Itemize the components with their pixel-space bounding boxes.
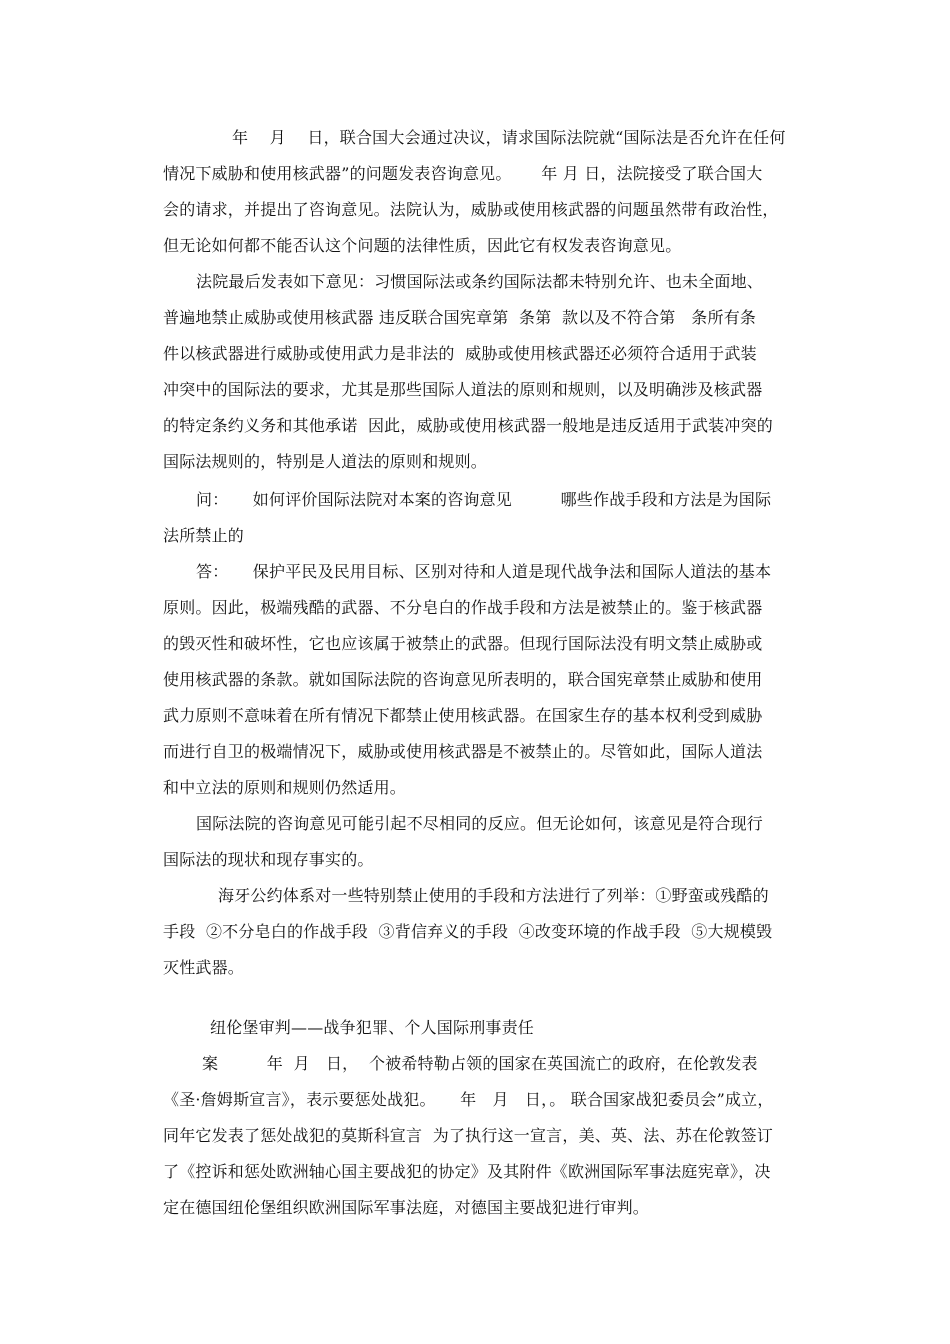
- text-line: 情况下威胁和使用核武器”的问题发表咨询意见。 年 月 日，法院接受了联合国大: [163, 164, 763, 183]
- answer-line: 武力原则不意味着在所有情况下都禁止使用核武器。在国家生存的基本权利受到威胁: [163, 706, 763, 725]
- text-line: 手段 ②不分皂白的作战手段 ③背信弃义的手段 ④改变环境的作战手段 ⑤大规模毁: [163, 922, 773, 941]
- text-line: 冲突中的国际法的要求，尤其是那些国际人道法的原则和规则，以及明确涉及核武器: [163, 380, 763, 399]
- text-line: 灭性武器。: [163, 958, 245, 977]
- text-line: 会的请求，并提出了咨询意见。法院认为，威胁或使用核武器的问题虽然带有政治性，: [163, 200, 779, 219]
- text-line: 年 月 日，联合国大会通过决议，请求国际法院就“国际法是否允许在任何: [232, 128, 786, 147]
- text-line: 同年它发表了惩处战犯的莫斯科宣言 为了执行这一宣言，美、英、法、苏在伦敦签订: [163, 1126, 773, 1145]
- answer-line: 使用核武器的条款。就如国际法院的咨询意见所表明的，联合国宪章禁止威胁和使用: [163, 670, 763, 689]
- text-line: 了《控诉和惩处欧洲轴心国主要战犯的协定》及其附件《欧洲国际军事法庭宪章》，决: [163, 1162, 771, 1181]
- text-line: 的特定条约义务和其他承诺 因此，威胁或使用核武器一般地是违反适用于武装冲突的: [163, 416, 773, 435]
- text-line: 件以核武器进行威胁或使用武力是非法的 威胁或使用核武器还必须符合适用于武装: [163, 344, 757, 363]
- section-heading: 纽伦堡审判——战争犯罪、个人国际刑事责任: [210, 1018, 535, 1037]
- text-line: 海牙公约体系对一些特别禁止使用的手段和方法进行了列举：①野蛮或残酷的: [218, 886, 769, 905]
- text-line: 但无论如何都不能否认这个问题的法律性质，因此它有权发表咨询意见。: [163, 236, 682, 255]
- text-line: 法院最后发表如下意见：习惯国际法或条约国际法都未特别允许、也未全面地、: [196, 272, 764, 291]
- answer-line: 原则。因此，极端残酷的武器、不分皂白的作战手段和方法是被禁止的。鉴于核武器: [163, 598, 763, 617]
- text-line: 国际法的现状和现存事实的。: [163, 850, 374, 869]
- text-line: 定在德国纽伦堡组织欧洲国际军事法庭，对德国主要战犯进行审判。: [163, 1198, 650, 1217]
- question-line: 问： 如何评价国际法院对本案的咨询意见 哪些作战手段和方法是为国际: [196, 490, 772, 509]
- question-line: 法所禁止的: [163, 526, 245, 545]
- text-line: 国际法规则的，特别是人道法的原则和规则。: [163, 452, 488, 471]
- text-line: 普遍地禁止威胁或使用核武器 违反联合国宪章第 条第 款以及不符合第 条所有条: [163, 308, 757, 327]
- answer-line: 和中立法的原则和规则仍然适用。: [163, 778, 407, 797]
- text-line: 《圣·詹姆斯宣言》，表示要惩处战犯。 年 月 日，。 联合国家战犯委员会”成立，: [163, 1090, 774, 1109]
- text-line: 案 年 月 日， 个被希特勒占领的国家在英国流亡的政府，在伦敦发表: [202, 1054, 758, 1073]
- answer-line: 的毁灭性和破坏性，它也应该属于被禁止的武器。但现行国际法没有明文禁止威胁或: [163, 634, 763, 653]
- answer-line: 而进行自卫的极端情况下，威胁或使用核武器是不被禁止的。尽管如此，国际人道法: [163, 742, 763, 761]
- text-line: 国际法院的咨询意见可能引起不尽相同的反应。但无论如何，该意见是符合现行: [196, 814, 764, 833]
- answer-line: 答： 保护平民及民用目标、区别对待和人道是现代战争法和国际人道法的基本: [196, 562, 772, 581]
